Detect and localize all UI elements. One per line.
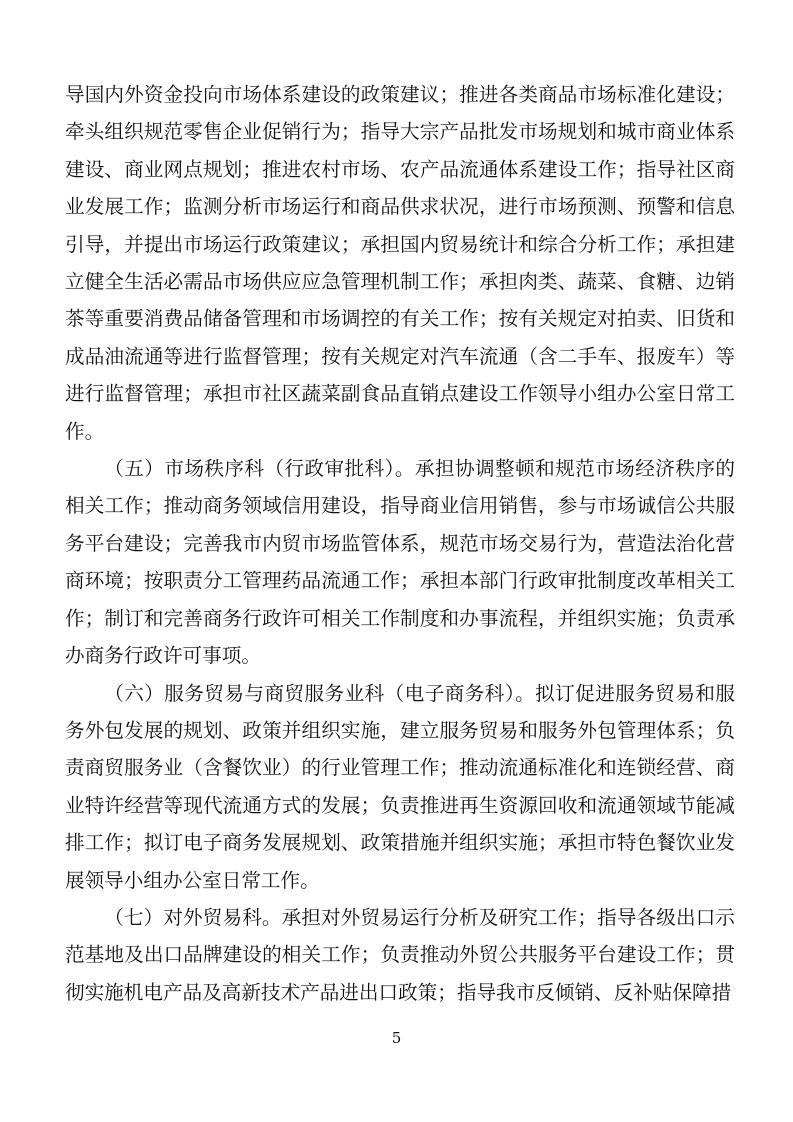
page-number: 5 [391,1029,402,1047]
paragraph-section-6: （六）服务贸易与商贸服务业科（电子商务科）。拟订促进服务贸易和服务外包发展的规划、政策并组织实施，建立服务贸易和服务外包管理体系；负责商贸服务业（含餐饮业）的行业管理工作；推动流通标准化和连锁经营、商业特许经营等现代流通方式的发展；负责推进再生资源回收和流通领域节能减排工作；拟订电子商务发展规划、政策措施并组织实施；承担市特色餐饮业发展领导小组办公室日常工作。 [65,681,735,892]
paragraph-section-7: （七）对外贸易科。承担对外贸易运行分析及研究工作；指导各级出口示范基地及出口品牌建设的相关工作；负责推动外贸公共服务平台建设工作；贯彻实施机电产品及高新技术产品进出口政策；指导我市反倾销、反补贴保障措 [65,905,735,1004]
page-footer [0,1028,793,1048]
paragraph-continuation: 导国内外资金投向市场体系建设的政策建议；推进各类商品市场标准化建设；牵头组织规范零售企业促销行为；指导大宗产品批发市场规划和城市商业体系建设、商业网点规划；推进农村市场、农产品流通体系建设工作；指导社区商业发展工作；监测分析市场运行和商品供求状况，进行市场预测、预警和信息引导，并提出市场运行政策建议；承担国内贸易统计和综合分析工作；承担建立健全生活必需品市场供应应急管理机制工作；承担肉类、蔬菜、食糖、边销茶等重要消费品储备管理和市场调控的有关工作；按有关规定对拍卖、旧货和成品油流通等进行监督管理；按有关规定对汽车流通（含二手车、报废车）等进行监督管理；承担市社区蔬菜副食品直销点建设工作领导小组办公室日常工作。 [65,83,735,443]
document-body [65,76,735,1011]
paragraph-section-5: （五）市场秩序科（行政审批科）。承担协调整顿和规范市场经济秩序的相关工作；推动商务领域信用建设，指导商业信用销售，参与市场诚信公共服务平台建设；完善我市内贸市场监管体系，规范市场交易行为，营造法治化营商环境；按职责分工管理药品流通工作；承担本部门行政审批制度改革相关工作；制订和完善商务行政许可相关工作制度和办事流程，并组织实施；负责承办商务行政许可事项。 [65,457,735,668]
